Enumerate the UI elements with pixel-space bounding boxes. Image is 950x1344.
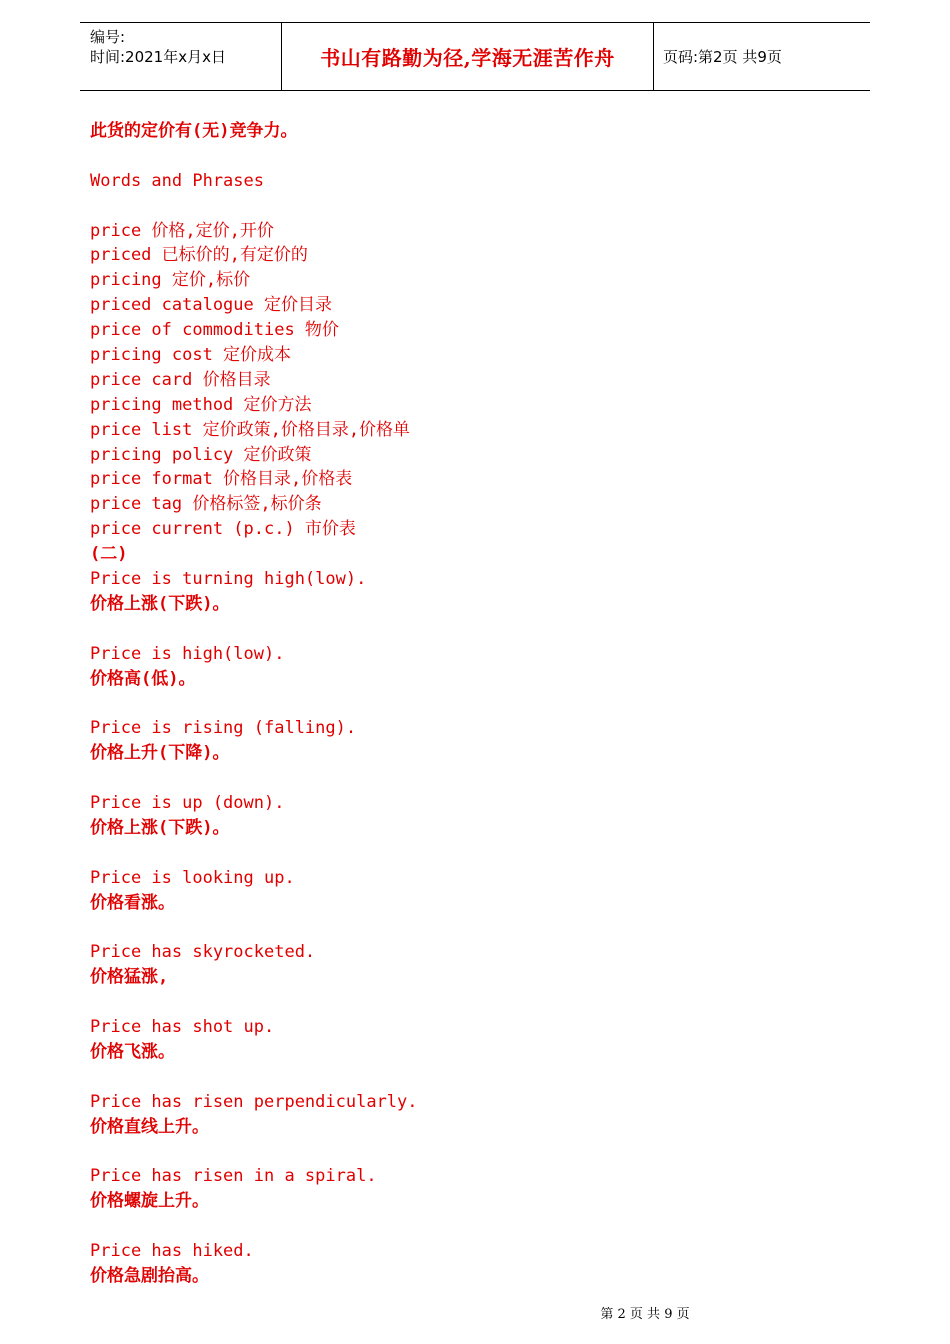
text-line: Price is rising (falling). bbox=[90, 718, 357, 739]
text-line: priced catalogue 定价目录 bbox=[90, 295, 332, 316]
number-label: 编号: bbox=[90, 28, 126, 46]
blank-line bbox=[90, 691, 890, 716]
text-line: 价格急剧抬高。 bbox=[90, 1265, 209, 1286]
document-body bbox=[90, 119, 890, 1289]
text-line: 此货的定价有(无)竞争力。 bbox=[90, 121, 298, 141]
blank-line bbox=[90, 144, 890, 169]
text-line: pricing method 定价方法 bbox=[90, 394, 312, 415]
text-line: 价格看涨。 bbox=[90, 892, 175, 913]
text-line: price list 定价政策,价格目录,价格单 bbox=[90, 419, 411, 440]
blank-line bbox=[90, 1214, 890, 1239]
blank-line bbox=[90, 990, 890, 1015]
text-line: 价格飞涨。 bbox=[90, 1041, 175, 1062]
text-line: pricing cost 定价成本 bbox=[90, 345, 292, 366]
text-line: pricing policy 定价政策 bbox=[90, 444, 312, 465]
text-line: price card 价格目录 bbox=[90, 369, 271, 390]
time-label: 时间:2021年x月x日 bbox=[90, 48, 226, 66]
blank-line bbox=[90, 1065, 890, 1090]
header-meta bbox=[80, 23, 281, 90]
text-line: Price is turning high(low). bbox=[90, 569, 367, 590]
text-line: priced 已标价的,有定价的 bbox=[90, 245, 308, 266]
text-line: 价格高(低)。 bbox=[90, 668, 196, 689]
text-line: (二) bbox=[90, 544, 128, 565]
text-line: Price has risen in a spiral. bbox=[90, 1166, 377, 1187]
text-line: 价格上升(下降)。 bbox=[90, 743, 230, 764]
blank-line bbox=[90, 841, 890, 866]
text-line: price of commodities 物价 bbox=[90, 320, 339, 341]
text-line: Price has skyrocketed. bbox=[90, 942, 316, 963]
text-line: Price has hiked. bbox=[90, 1241, 254, 1262]
text-line: Price is high(low). bbox=[90, 643, 285, 664]
text-line: 价格螺旋上升。 bbox=[90, 1191, 209, 1212]
blank-line bbox=[90, 194, 890, 219]
blank-line bbox=[90, 916, 890, 941]
text-line: price tag 价格标签,标价条 bbox=[90, 494, 322, 515]
blank-line bbox=[90, 617, 890, 642]
text-line: 价格猛涨, bbox=[90, 967, 169, 988]
text-line: price format 价格目录,价格表 bbox=[90, 469, 353, 490]
text-line: 价格直线上升。 bbox=[90, 1116, 209, 1137]
text-line: price 价格,定价,开价 bbox=[90, 220, 274, 241]
blank-line bbox=[90, 1140, 890, 1165]
text-line: 价格上涨(下跌)。 bbox=[90, 817, 230, 838]
text-line: 价格上涨(下跌)。 bbox=[90, 593, 230, 614]
header-page-cell bbox=[654, 23, 870, 90]
text-line: Price has shot up. bbox=[90, 1017, 275, 1038]
header-page-info: 页码:第2页 共9页 bbox=[663, 48, 782, 66]
text-line: price current (p.c.) 市价表 bbox=[90, 519, 356, 540]
header-motto-cell bbox=[281, 23, 654, 90]
text-line: Words and Phrases bbox=[90, 170, 264, 191]
text-line: pricing 定价,标价 bbox=[90, 270, 251, 291]
text-line: Price is up (down). bbox=[90, 793, 285, 814]
blank-line bbox=[90, 766, 890, 791]
text-line: Price has risen perpendicularly. bbox=[90, 1091, 418, 1112]
page-header bbox=[80, 22, 870, 91]
header-motto: 书山有路勤为径,学海无涯苦作舟 bbox=[320, 46, 615, 70]
text-line: Price is looking up. bbox=[90, 867, 295, 888]
page-footer: 第 2 页 共 9 页 bbox=[600, 1307, 690, 1322]
